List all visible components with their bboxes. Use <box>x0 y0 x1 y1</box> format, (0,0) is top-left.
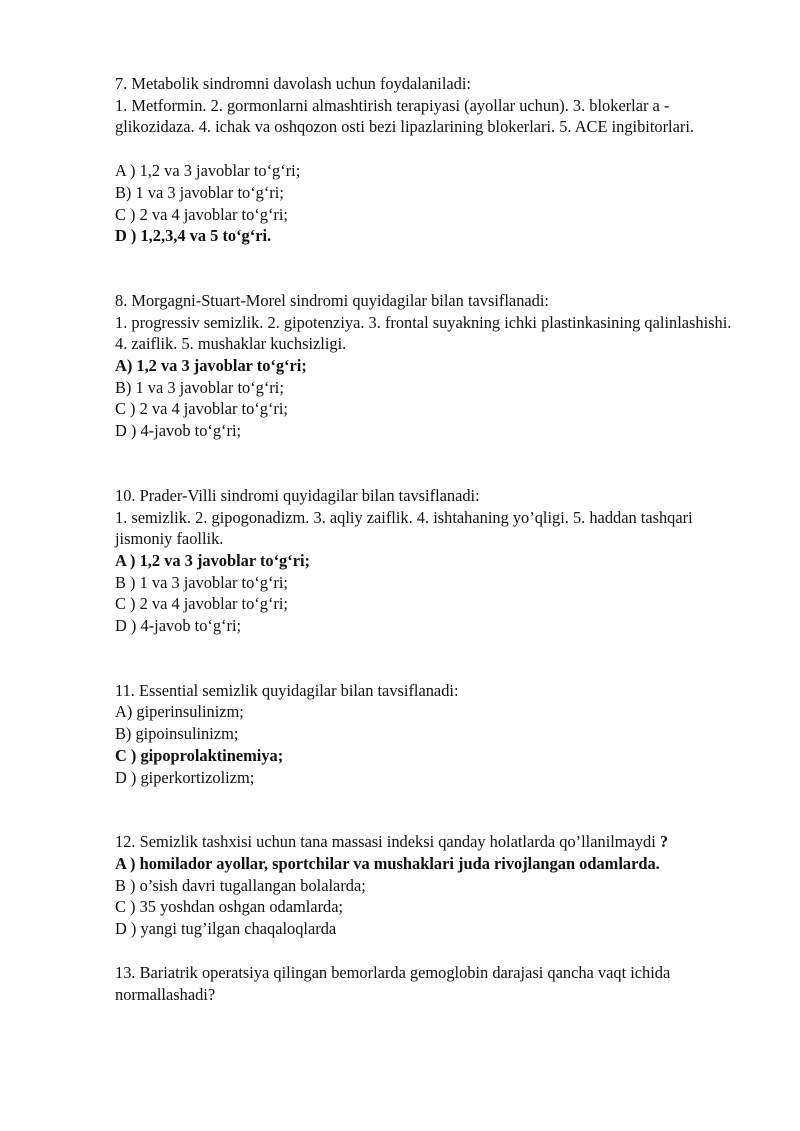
answer-option-d: D ) 4-javob to‘g‘ri; <box>115 421 242 441</box>
question-prompt: 7. Metabolik sindromni davolash uchun foydalaniladi: <box>115 74 471 93</box>
answer-option-c: C ) 2 va 4 javoblar to‘g‘ri; <box>115 204 288 224</box>
answer-option-c-correct: C ) gipoprolaktinemiya; <box>115 745 284 765</box>
answer-option-b: B) gipoinsulinizm; <box>115 724 239 744</box>
question-mark: ? <box>659 832 669 852</box>
question-prompt: 13. Bariatrik operatsiya qilingan bemorlarda gemoglobin darajasi qancha vaqt ichida normallashadi? <box>115 962 671 1004</box>
answer-option-c: C ) 2 va 4 javoblar to‘g‘ri; <box>115 594 288 614</box>
answer-option-d-correct: D ) 1,2,3,4 va 5 to‘g‘ri. <box>115 226 272 246</box>
answer-option-a: A ) 1,2 va 3 javoblar to‘g‘ri; <box>115 161 301 181</box>
question-11 <box>115 680 745 789</box>
question-prompt: 12. Semizlik tashxisi uchun tana massasi indeksi qanday holatlarda qo’llanilmaydi <box>115 832 656 852</box>
question-statement: 1. Metformin. 2. gormonlarni almashtirish terapiyasi (ayollar uchun). 3. blokerlar a - glikozidaza. 4. ichak va oshqozon osti bezi lipazlarining blokerlari. 5. ACE ingibitorlari. <box>115 95 694 137</box>
question-prompt-line <box>115 831 745 853</box>
question-10 <box>115 485 745 637</box>
question-statement: 1. semizlik. 2. gipogonadizm. 3. aqliy zaiflik. 4. ishtahaning yo’qligi. 5. haddan tashqari jismoniy faollik. <box>115 507 693 549</box>
answer-option-b: B) 1 va 3 javoblar to‘g‘ri; <box>115 182 284 202</box>
answer-option-d: D ) 4-javob to‘g‘ri; <box>115 616 242 636</box>
answer-option-d: D ) giperkortizolizm; <box>115 767 255 787</box>
answer-option-a-correct: A ) homilador ayollar, sportchilar va mushaklari juda rivojlangan odamlarda. <box>115 853 660 873</box>
question-12 <box>115 831 745 940</box>
answer-option-b: B) 1 va 3 javoblar to‘g‘ri; <box>115 377 284 397</box>
answer-option-c: C ) 2 va 4 javoblar to‘g‘ri; <box>115 399 288 419</box>
question-8 <box>115 290 745 442</box>
question-prompt: 8. Morgagni-Stuart-Morel sindromi quyidagilar bilan tavsiflanadi: <box>115 290 549 310</box>
answer-option-a-correct: A) 1,2 va 3 javoblar to‘g‘ri; <box>115 356 307 376</box>
document-page <box>115 73 745 1005</box>
question-prompt: 10. Prader-Villi sindromi quyidagilar bilan tavsiflanadi: <box>115 485 480 505</box>
answer-option-b: B ) o’sish davri tugallangan bolalarda; <box>115 875 366 895</box>
answer-option-a-correct: A ) 1,2 va 3 javoblar to‘g‘ri; <box>115 550 310 570</box>
question-7 <box>115 73 745 247</box>
question-prompt: 11. Essential semizlik quyidagilar bilan tavsiflanadi: <box>115 680 459 700</box>
question-13 <box>115 962 745 1005</box>
answer-option-c: C ) 35 yoshdan oshgan odamlarda; <box>115 897 344 917</box>
answer-option-d: D ) yangi tug’ilgan chaqaloqlarda <box>115 919 337 939</box>
answer-option-b: B ) 1 va 3 javoblar to‘g‘ri; <box>115 572 288 592</box>
question-statement: 1. progressiv semizlik. 2. gipotenziya. 3. frontal suyakning ichki plastinkasining qalinlashishi. 4. zaiflik. 5. mushaklar kuchsizligi. <box>115 312 732 354</box>
answer-option-a: A) giperinsulinizm; <box>115 702 244 722</box>
